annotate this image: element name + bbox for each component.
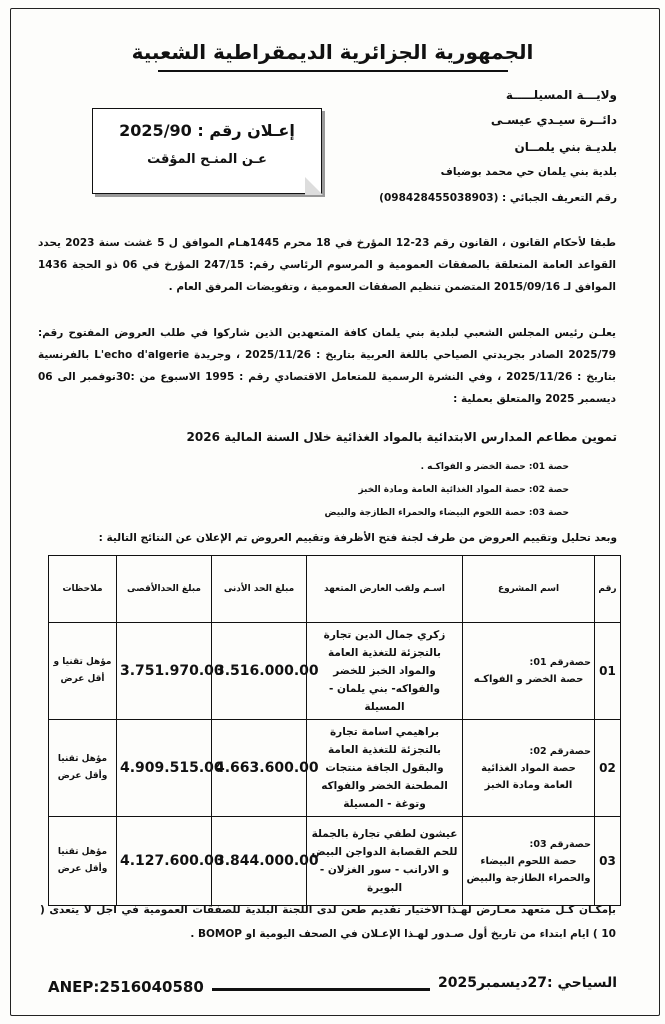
announcement-paragraph: يعلـن رئيس المجلس الشعبي لبلدية بني يلمان كافة المتعهدين الذين شاركوا في طلب العروض المفتوح رقم: 2025/79 الصادر بجريدتي الصياحي باللغة العربية بتاريخ : 2025/11/26 ، وجريدة L'echo d'algerie بالفرنسية بتاريخ : 2025/11/26 ، وفي النشرة الرسمية للمتعامل الاقتصادي رقم : 1995 الاسبوع من :30نوفمبر الى 06 ديسمبر 2025 والمتعلق بعملية : <box>38 327 616 405</box>
row-notes: مؤهل تقنيا وأقل عرض <box>49 817 117 906</box>
row-num: 03 <box>595 817 621 906</box>
row-project <box>463 817 595 906</box>
daira-line: دائــرة سيـدي عيسـى <box>490 113 617 127</box>
row-bidder: براهيمي اسامة تجارة بالتجزئة للتغذية العامة والبقول الجافة منتجات المطحنة الخضر والفواكه وتوغة - المسيلة <box>307 720 463 817</box>
footer-dash-rule <box>212 988 430 991</box>
commune-line: بلديـة بني يلمــان <box>514 140 617 154</box>
row-num: 01 <box>595 623 621 720</box>
lot-line-1: حصة 01: حصة الخضر و الفواكـه . <box>420 462 569 472</box>
lot-name: حصة المواد الغذائية العامة ومادة الخبز <box>481 762 576 791</box>
notice-number: إعـلان رقم : 2025/90 <box>119 121 295 140</box>
publication-date: السياحي :27ديسمبر2025 <box>438 975 617 991</box>
table-row <box>49 720 621 817</box>
header-num: رقم <box>595 556 621 623</box>
header-project: اسم المشروع <box>463 556 595 623</box>
row-bidder: عيشون لطفي تجارة بالجملة للحم القصابة الدواجن البيض و الارانب - سور الغزلان - البويرة <box>307 817 463 906</box>
row-notes: مؤهل تقنيا وأقل عرض <box>49 720 117 817</box>
row-notes: مؤهل تقنيا و أقل عرض <box>49 623 117 720</box>
table-header-row <box>49 556 621 623</box>
address-line: بلدية بني يلمان حي محمد بوضياف <box>440 166 617 178</box>
row-num: 02 <box>595 720 621 817</box>
republic-title: الجمهورية الجزائرية الديمقراطية الشعبية <box>131 40 534 64</box>
row-min-amount: 4.663.600.00 <box>212 720 307 817</box>
row-max-amount: 4.127.600.00 <box>117 817 212 906</box>
evaluation-text: وبعد تحليل وتقييم العروض من طرف لجنة فتح الأظرفة وتقييم العروض تم الإعلان عن النتائج التالية : <box>98 532 617 544</box>
legal-basis-paragraph: طبقا لأحكام القانون ، القانون رقم 23-12 المؤرخ في 18 محرم 1445هـام الموافق ل 5 غشت سنة 2023 يحدد القواعد العامة المتعلقة بالصفقات العمومية و المرسوم الرئاسي رقم: 247/15 المؤرخ في 06 ذو الحجة 1436 الموافق لـ 2015/09/16 المتضمن تنظيم الصفقات العمومية ، وتفويضات المرفق العام . <box>38 237 617 293</box>
lot-line-2: حصة 02: حصة المواد الغذائية العامة ومادة الخبز <box>358 485 569 495</box>
lot-name: حصة الخضر و الفواكـه <box>473 674 584 685</box>
project-title: تموين مطاعم المدارس الابتدائية بالمواد الغذائية خلال السنة المالية 2026 <box>186 430 617 444</box>
header-bidder: اسـم ولقب العارض المتعهد <box>307 556 463 623</box>
row-project <box>463 623 595 720</box>
notice-box <box>92 108 322 194</box>
row-min-amount: 3.844.000.00 <box>212 817 307 906</box>
notice-subtitle: عـن المنـح المؤقت <box>147 152 267 167</box>
row-max-amount: 4.909.515.00 <box>117 720 212 817</box>
row-min-amount: 3.516.000.00 <box>212 623 307 720</box>
lot-name: حصة اللحوم البيضاء والحمراء الطازجة والبيض <box>466 855 591 884</box>
lot-number: حصةرقم 01: <box>529 657 591 668</box>
page-curl-decoration <box>305 177 323 195</box>
lot-line-3: حصة 03: حصة اللحوم البيضاء والحمراء الطازجة والبيض <box>324 508 569 518</box>
header-notes: ملاحظات <box>49 556 117 623</box>
table-row <box>49 623 621 720</box>
tax-id-line: رقم التعريف الجبائي : (098428455038903) <box>379 192 617 204</box>
lot-number: حصةرقم 02: <box>529 745 591 757</box>
results-table <box>48 555 621 906</box>
appeal-paragraph: بإمكـان كـل متعهد معـارض لهـذا الاختيار تقديم طعن لدى اللجنة البلدية للصفقات العمومية في اجل لا يتعدى ( 10 ) ايام ابتداء من تاريخ أول صـدور لهـذا الإعـلان في الصحف اليومية او BOMOP . <box>40 904 616 940</box>
header-min: مبلغ الحد الأدنى <box>212 556 307 623</box>
table-row <box>49 817 621 906</box>
anep-code: ANEP:2516040580 <box>48 978 204 996</box>
header-max: مبلغ الحدالأقصى <box>117 556 212 623</box>
row-max-amount: 3.751.970.00 <box>117 623 212 720</box>
row-project <box>463 720 595 817</box>
row-bidder: زكري جمال الدين تجارة بالتجزئة للتغذية العامة والمواد الخبز للخضر والفواكه- بني يلمان - المسيلة <box>307 623 463 720</box>
lot-number: حصةرقم 03: <box>529 838 591 850</box>
wilaya-line: ولايـــة المسيلـــــة <box>505 88 617 102</box>
title-underline <box>158 70 508 72</box>
